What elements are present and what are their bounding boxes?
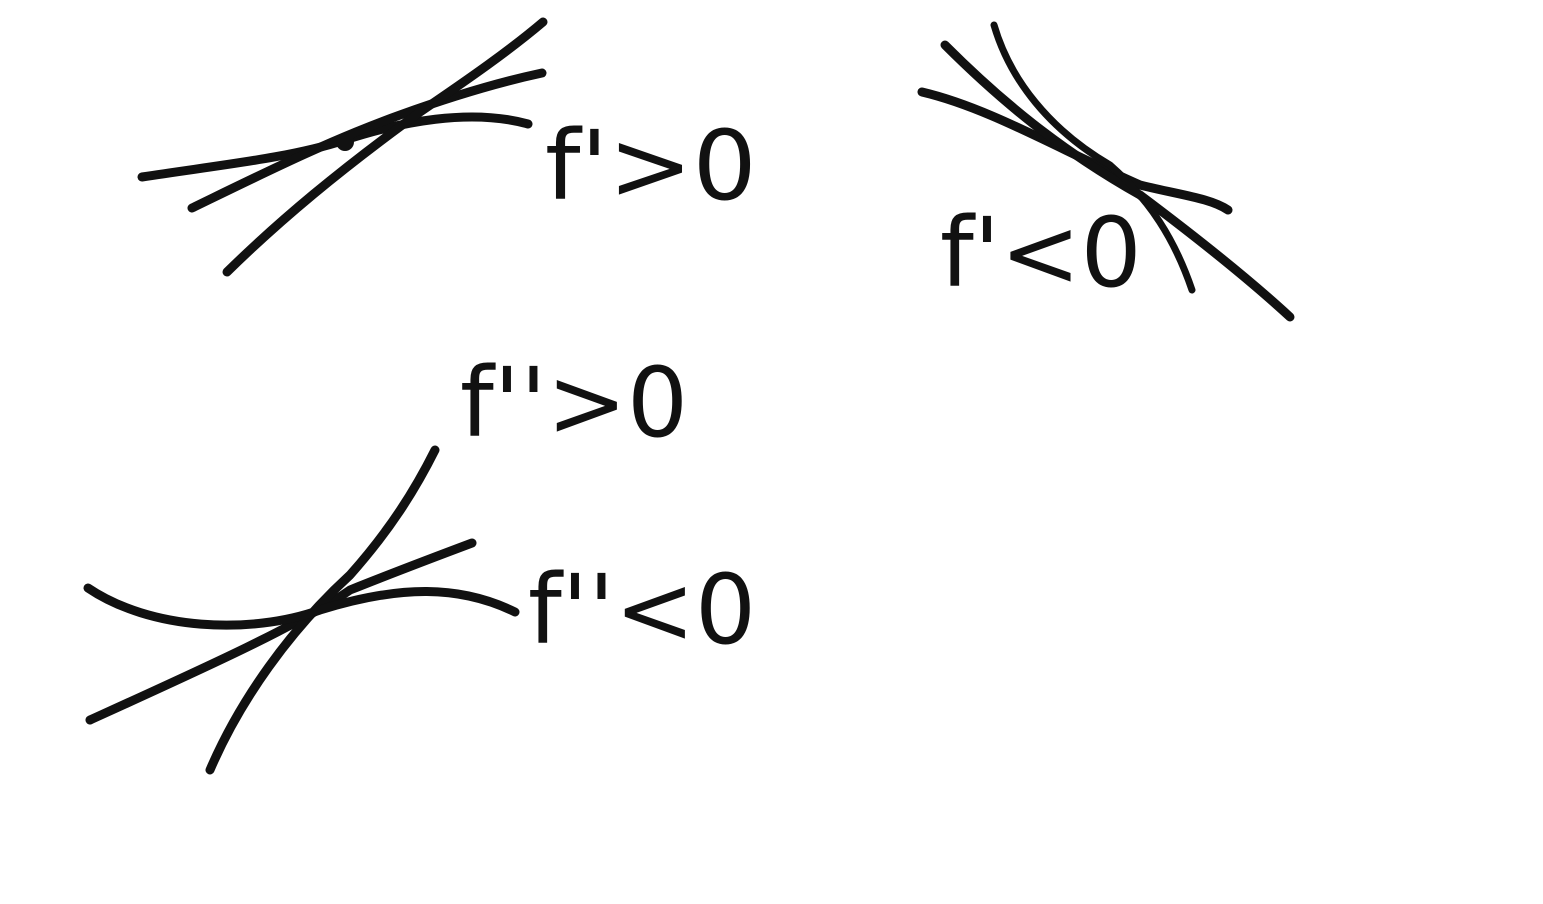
concave-down-curve <box>88 588 515 625</box>
increasing-lines <box>142 22 543 272</box>
intersection-dot <box>336 133 354 151</box>
label-increasing: f'>0 <box>545 110 757 222</box>
label-decreasing: f'<0 <box>940 197 1142 309</box>
tangent-line <box>90 543 472 720</box>
label-concave-up: f''>0 <box>460 347 689 459</box>
increasing-line-steep <box>227 22 543 272</box>
increasing-line-flat <box>142 117 528 177</box>
concavity-curves <box>88 450 515 770</box>
label-concave-down: f''<0 <box>528 554 757 666</box>
increasing-line-mid <box>192 73 542 208</box>
